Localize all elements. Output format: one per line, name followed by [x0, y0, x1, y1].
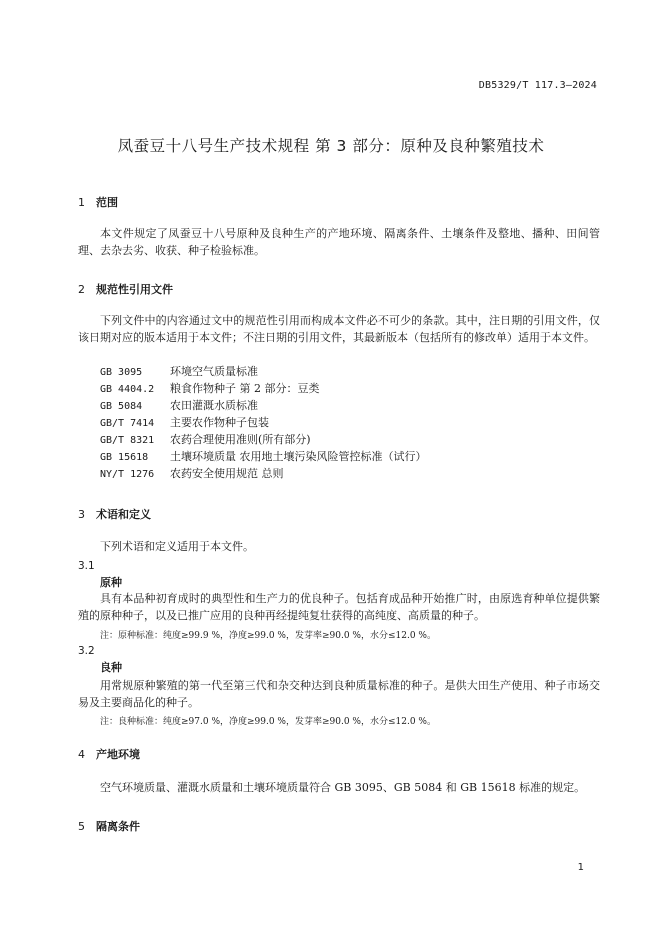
term-definition: 具有本品种初育成时的典型性和生产力的优良种子。包括育成品种开始推广时，由原选育种单位提供繁殖的原种种子，以及已推广应用的良种再经提纯复壮获得的高纯度、高质量的种子。 — [78, 592, 600, 622]
reference-code: GB 15618 — [100, 452, 149, 463]
reference-code: GB 5084 — [100, 401, 143, 412]
section-title: 范围 — [96, 196, 118, 209]
section-number: 1 — [78, 196, 85, 209]
term-number: 3.2 — [78, 645, 95, 657]
reference-code: GB 4404.2 — [100, 384, 155, 395]
reference-item — [100, 431, 427, 448]
document-title: 凤蚕豆十八号生产技术规程 第 3 部分：原种及良种繁殖技术 — [117, 137, 545, 155]
reference-title: 农药合理使用准则(所有部分) — [170, 433, 311, 446]
reference-code: GB 3095 — [100, 367, 143, 378]
section-2-body: 下列文件中的内容通过文中的规范性引用而构成本文件必不可少的条款。其中，注日期的引用文件，仅该日期对应的版本适用于本文件；不注日期的引用文件，其最新版本（包括所有的修改单）适用于本文件。 — [78, 314, 600, 344]
reference-item — [100, 448, 427, 465]
reference-code: GB/T 8321 — [100, 435, 155, 446]
reference-item — [100, 397, 427, 414]
reference-title: 农田灌溉水质标准 — [170, 399, 258, 412]
document-id: DB5329/T 117.3—2024 — [478, 80, 597, 91]
term-note: 注：原种标准：纯度≥99.9 %，净度≥99.0 %，发芽率≥90.0 %，水分≤12.0 %。 — [100, 631, 436, 641]
reference-item — [100, 380, 427, 397]
term-note: 注：良种标准：纯度≥97.0 %，净度≥99.0 %，发芽率≥90.0 %，水分≤12.0 %。 — [100, 717, 436, 727]
section-number: 4 — [78, 748, 85, 761]
reference-title: 农药安全使用规范 总则 — [170, 467, 284, 480]
section-2-heading — [78, 281, 173, 297]
term-definition: 用常规原种繁殖的第一代至第三代和杂交种达到良种质量标准的种子。是供大田生产使用、种子市场交易及主要商品化的种子。 — [78, 679, 600, 709]
reference-title: 土壤环境质量 农用地土壤污染风险管控标准（试行） — [170, 450, 427, 463]
normative-references-list — [100, 363, 427, 482]
section-5-heading — [78, 818, 140, 834]
section-3-intro: 下列术语和定义适用于本文件。 — [100, 540, 254, 553]
section-number: 5 — [78, 820, 85, 833]
section-1-body: 本文件规定了凤蚕豆十八号原种及良种生产的产地环境、隔离条件、土壤条件及整地、播种、田间管理、去杂去劣、收获、种子检验标准。 — [78, 227, 600, 257]
reference-title: 粮食作物种子 第 2 部分：豆类 — [170, 382, 320, 395]
term-name: 良种 — [100, 661, 122, 674]
reference-item — [100, 363, 427, 380]
section-4-heading — [78, 746, 140, 762]
reference-code: GB/T 7414 — [100, 418, 155, 429]
page-number: 1 — [577, 862, 584, 873]
section-3-heading — [78, 506, 151, 522]
reference-item — [100, 465, 427, 482]
reference-title: 主要农作物种子包装 — [170, 416, 269, 429]
section-title: 产地环境 — [96, 748, 140, 761]
section-1-heading — [78, 194, 118, 210]
reference-code: NY/T 1276 — [100, 469, 155, 480]
reference-item — [100, 414, 427, 431]
term-name: 原种 — [100, 576, 122, 589]
section-number: 3 — [78, 508, 85, 521]
section-4-body: 空气环境质量、灌溉水质量和土壤环境质量符合 GB 3095、GB 5084 和 GB 15618 标准的规定。 — [100, 781, 586, 794]
reference-title: 环境空气质量标准 — [170, 365, 258, 378]
section-title: 隔离条件 — [96, 820, 140, 833]
term-number: 3.1 — [78, 560, 95, 572]
section-number: 2 — [78, 283, 85, 296]
section-title: 规范性引用文件 — [96, 283, 173, 296]
section-title: 术语和定义 — [96, 508, 151, 521]
